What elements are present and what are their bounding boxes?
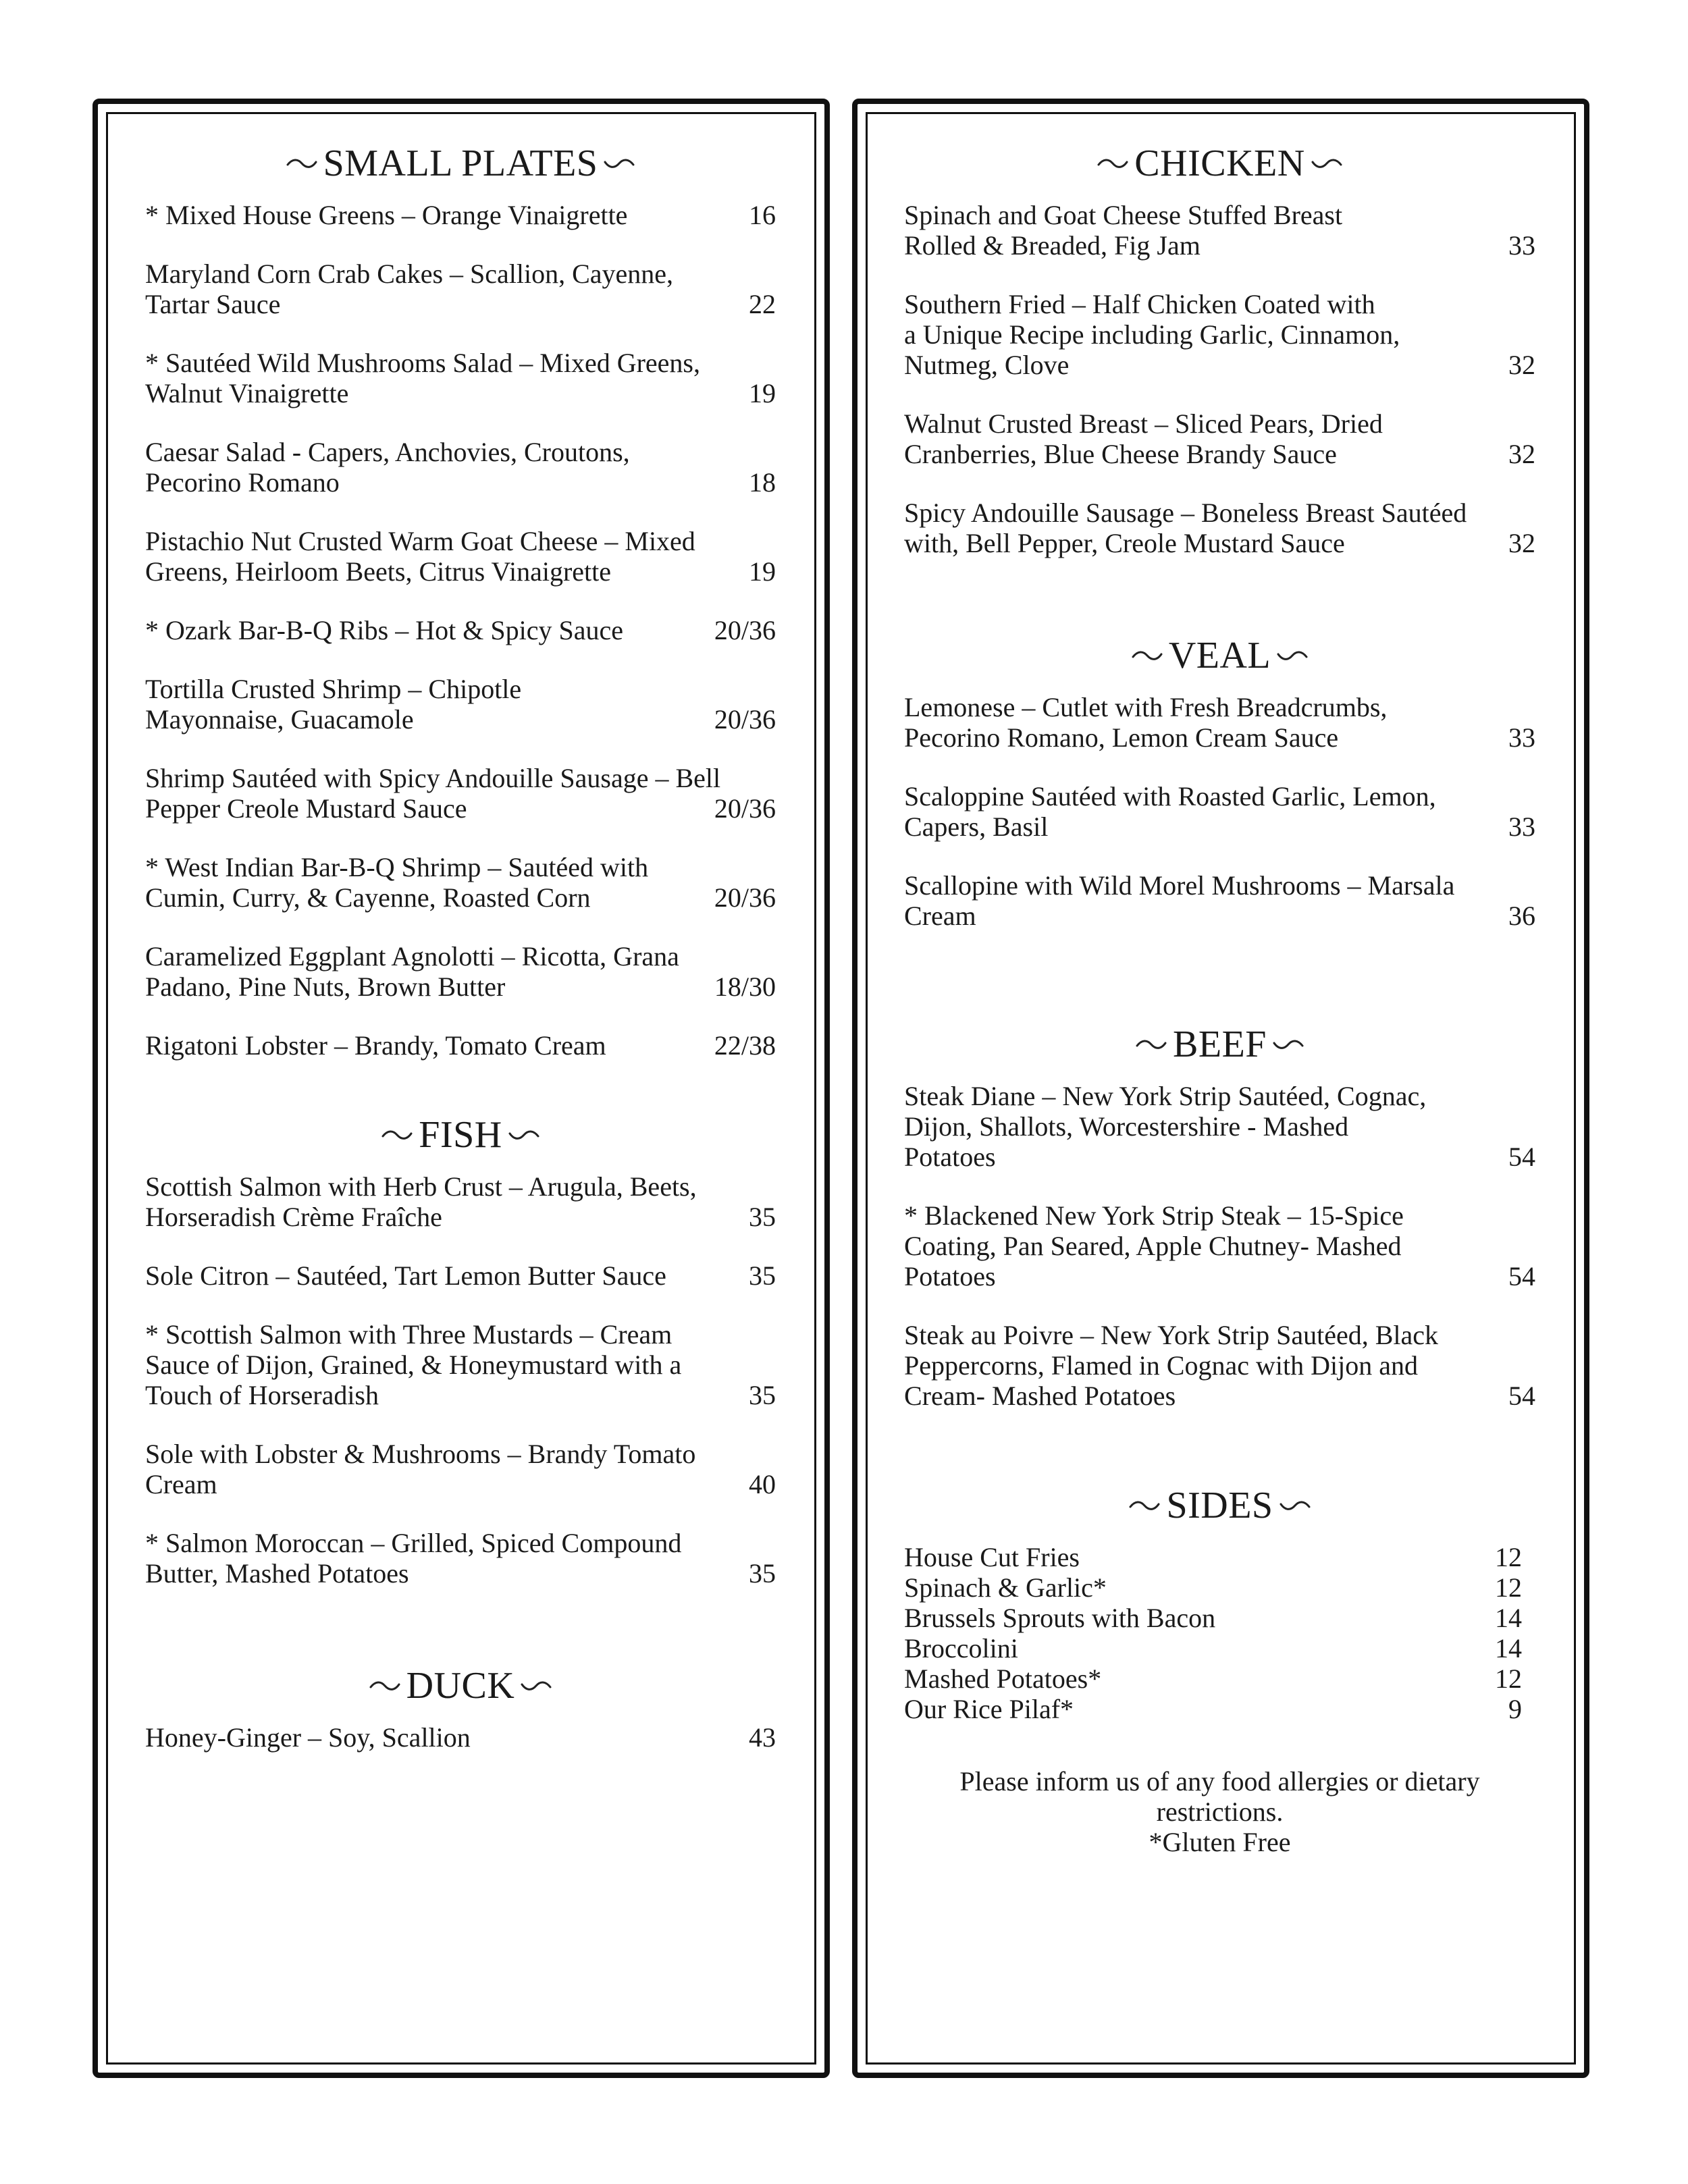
menu-item xyxy=(904,289,1535,380)
side-item-name: Spinach & Garlic* xyxy=(904,1572,1107,1603)
menu-section-small-plates xyxy=(145,144,776,1061)
menu-item-description: Horseradish Crème Fraîche xyxy=(145,1202,442,1232)
menu-item-description: * West Indian Bar-B-Q Shrimp – Sautéed with xyxy=(145,852,649,882)
menu-item-description: Rolled & Breaded, Fig Jam xyxy=(904,230,1201,261)
section-heading xyxy=(904,144,1535,182)
menu-item-description: * Salmon Moroccan – Grilled, Spiced Compound xyxy=(145,1528,682,1558)
swash-ornament-icon xyxy=(1276,648,1309,663)
swash-ornament-icon xyxy=(508,1127,540,1142)
menu-item-price: 36 xyxy=(1508,901,1535,931)
menu-item-description: Cumin, Curry, & Cayenne, Roasted Corn xyxy=(145,882,591,913)
menu-item xyxy=(145,615,776,645)
menu-item xyxy=(145,852,776,913)
menu-item-description: a Unique Recipe including Garlic, Cinnamon, xyxy=(904,319,1400,350)
menu-panel-right xyxy=(852,99,1589,2078)
menu-item-description: * Scottish Salmon with Three Mustards – Cream xyxy=(145,1319,672,1350)
menu-item-description: Cream xyxy=(145,1469,217,1499)
menu-item-description: Cream xyxy=(904,901,976,931)
menu-item xyxy=(145,1171,776,1232)
menu-item-price: 40 xyxy=(749,1469,776,1499)
menu-item-description: Scaloppine Sautéed with Roasted Garlic, Lemon, xyxy=(904,781,1436,811)
menu-item-description: * Sautéed Wild Mushrooms Salad – Mixed Greens, xyxy=(145,348,700,378)
menu-item-price: 20/36 xyxy=(714,882,776,913)
menu-item-price: 20/36 xyxy=(714,793,776,824)
section-title: BEEF xyxy=(1173,1023,1267,1065)
side-item xyxy=(904,1572,1535,1603)
menu-item-description: Pistachio Nut Crusted Warm Goat Cheese – Mixed xyxy=(145,526,695,556)
side-item xyxy=(904,1694,1535,1724)
menu-item xyxy=(145,526,776,587)
menu-item xyxy=(145,348,776,408)
menu-item-description: Touch of Horseradish xyxy=(145,1380,379,1410)
menu-item-price: 32 xyxy=(1508,528,1535,558)
menu-item-price: 19 xyxy=(749,556,776,587)
menu-item-description: Mayonnaise, Guacamole xyxy=(145,704,414,735)
section-title: DUCK xyxy=(406,1665,515,1707)
menu-item xyxy=(145,763,776,824)
menu-item-description: Spicy Andouille Sausage – Boneless Breast Sautéed xyxy=(904,498,1467,528)
menu-item-price: 32 xyxy=(1508,350,1535,380)
menu-item-description: Sole with Lobster & Mushrooms – Brandy Tomato xyxy=(145,1439,696,1469)
menu-item-description: * Mixed House Greens – Orange Vinaigrette xyxy=(145,200,628,230)
side-item-price: 12 xyxy=(1495,1542,1522,1572)
menu-section-chicken xyxy=(904,144,1535,558)
side-item-name: Our Rice Pilaf* xyxy=(904,1694,1074,1724)
menu-item-description: Peppercorns, Flamed in Cognac with Dijon and xyxy=(904,1350,1418,1381)
side-item-price: 14 xyxy=(1495,1603,1522,1633)
menu-section-beef xyxy=(904,1023,1535,1411)
section-title: SMALL PLATES xyxy=(323,142,598,184)
menu-item xyxy=(145,437,776,498)
section-heading xyxy=(904,1487,1535,1524)
menu-item-description: Shrimp Sautéed with Spicy Andouille Sausage – Bell xyxy=(145,763,721,793)
menu-item-description: Greens, Heirloom Beets, Citrus Vinaigrette xyxy=(145,556,612,587)
menu-item-price: 19 xyxy=(749,378,776,408)
side-item-price: 12 xyxy=(1495,1572,1522,1603)
menu-item-description: Padano, Pine Nuts, Brown Butter xyxy=(145,971,506,1002)
menu-item-description: Lemonese – Cutlet with Fresh Breadcrumbs, xyxy=(904,692,1388,722)
menu-item xyxy=(145,1439,776,1499)
menu-item-price: 16 xyxy=(749,200,776,230)
menu-item-description: * Blackened New York Strip Steak – 15-Spice xyxy=(904,1200,1404,1231)
menu-item xyxy=(145,941,776,1002)
menu-item-price: 22/38 xyxy=(714,1030,776,1061)
swash-ornament-icon xyxy=(381,1127,413,1142)
menu-section-veal xyxy=(904,637,1535,931)
menu-item-description: Nutmeg, Clove xyxy=(904,350,1070,380)
menu-item-description: Sauce of Dijon, Grained, & Honeymustard with a xyxy=(145,1350,682,1380)
swash-ornament-icon xyxy=(369,1678,401,1693)
menu-item-price: 54 xyxy=(1508,1261,1535,1291)
menu-item-price: 35 xyxy=(749,1260,776,1291)
menu-item-description: Potatoes xyxy=(904,1261,996,1291)
menu-item-description: Honey-Ginger – Soy, Scallion xyxy=(145,1722,471,1753)
menu-item-price: 32 xyxy=(1508,439,1535,469)
menu-item-description: Scallopine with Wild Morel Mushrooms – Marsala xyxy=(904,870,1455,901)
menu-item xyxy=(145,1319,776,1410)
menu-item-price: 54 xyxy=(1508,1381,1535,1411)
side-item-name: Brussels Sprouts with Bacon xyxy=(904,1603,1216,1633)
menu-item-description: Potatoes xyxy=(904,1142,996,1172)
menu-item-price: 33 xyxy=(1508,230,1535,261)
menu-item-price: 43 xyxy=(749,1722,776,1753)
section-title: SIDES xyxy=(1166,1485,1273,1526)
side-item-price: 9 xyxy=(1508,1694,1522,1724)
menu-section-duck xyxy=(145,1667,776,1753)
menu-item-price: 35 xyxy=(749,1558,776,1589)
menu-item-price: 18/30 xyxy=(714,971,776,1002)
menu-item-price: 33 xyxy=(1508,722,1535,753)
menu-item xyxy=(904,1081,1535,1172)
menu-item-price: 18 xyxy=(749,467,776,498)
allergy-note-line: Please inform us of any food allergies or dietary xyxy=(959,1766,1480,1796)
section-title: VEAL xyxy=(1168,635,1271,676)
menu-item-description: Walnut Vinaigrette xyxy=(145,378,349,408)
menu-item xyxy=(904,200,1535,261)
menu-item-description: Caramelized Eggplant Agnolotti – Ricotta, Grana xyxy=(145,941,679,971)
swash-ornament-icon xyxy=(1131,648,1163,663)
menu-section-sides xyxy=(904,1487,1535,1857)
menu-item-description: Capers, Basil xyxy=(904,811,1049,842)
side-item-price: 14 xyxy=(1495,1633,1522,1663)
menu-item-description: Tortilla Crusted Shrimp – Chipotle xyxy=(145,674,522,704)
menu-item-description: Dijon, Shallots, Worcestershire - Mashed xyxy=(904,1111,1349,1142)
menu-item-description: Maryland Corn Crab Cakes – Scallion, Cayenne, xyxy=(145,259,674,289)
menu-item-description: Caesar Salad - Capers, Anchovies, Croutons, xyxy=(145,437,630,467)
swash-ornament-icon xyxy=(286,156,318,171)
menu-item-description: Spinach and Goat Cheese Stuffed Breast xyxy=(904,200,1343,230)
side-item-name: Mashed Potatoes* xyxy=(904,1663,1102,1694)
menu-item-description: Butter, Mashed Potatoes xyxy=(145,1558,409,1589)
section-heading xyxy=(145,1667,776,1705)
side-item-name: Broccolini xyxy=(904,1633,1018,1663)
side-item xyxy=(904,1542,1535,1572)
sides-list xyxy=(904,1542,1535,1724)
menu-item xyxy=(145,1722,776,1753)
swash-ornament-icon xyxy=(1311,156,1343,171)
section-heading xyxy=(904,637,1535,674)
menu-item-description: with, Bell Pepper, Creole Mustard Sauce xyxy=(904,528,1345,558)
menu-item-price: 35 xyxy=(749,1380,776,1410)
menu-item xyxy=(904,1200,1535,1291)
menu-panel-left xyxy=(93,99,830,2078)
menu-item-description: Southern Fried – Half Chicken Coated with xyxy=(904,289,1375,319)
swash-ornament-icon xyxy=(1128,1498,1161,1513)
swash-ornament-icon xyxy=(603,156,635,171)
menu-column-right xyxy=(904,144,1535,1857)
menu-item xyxy=(145,259,776,319)
menu-item xyxy=(904,408,1535,469)
side-item-price: 12 xyxy=(1495,1663,1522,1694)
menu-item-description: Cream- Mashed Potatoes xyxy=(904,1381,1176,1411)
menu-item-description: Steak Diane – New York Strip Sautéed, Cognac, xyxy=(904,1081,1427,1111)
menu-section-fish xyxy=(145,1116,776,1589)
menu-item-price: 35 xyxy=(749,1202,776,1232)
menu-item xyxy=(145,200,776,230)
menu-item-description: Tartar Sauce xyxy=(145,289,281,319)
menu-item-price: 20/36 xyxy=(714,615,776,645)
menu-item-description: Rigatoni Lobster – Brandy, Tomato Cream xyxy=(145,1030,606,1061)
menu-item-description: Sole Citron – Sautéed, Tart Lemon Butter Sauce xyxy=(145,1260,666,1291)
menu-item xyxy=(904,692,1535,753)
swash-ornament-icon xyxy=(1097,156,1129,171)
side-item xyxy=(904,1603,1535,1633)
menu-item-description: Cranberries, Blue Cheese Brandy Sauce xyxy=(904,439,1337,469)
allergy-note xyxy=(904,1766,1535,1857)
menu-item-description: * Ozark Bar-B-Q Ribs – Hot & Spicy Sauce xyxy=(145,615,623,645)
menu-item-description: Pecorino Romano xyxy=(145,467,340,498)
menu-item xyxy=(904,1320,1535,1411)
menu-item-price: 22 xyxy=(749,289,776,319)
allergy-note-line: restrictions. xyxy=(1156,1796,1284,1827)
side-item xyxy=(904,1633,1535,1663)
swash-ornament-icon xyxy=(1279,1498,1311,1513)
side-item xyxy=(904,1663,1535,1694)
menu-item-price: 33 xyxy=(1508,811,1535,842)
menu-item xyxy=(145,674,776,735)
section-heading xyxy=(145,144,776,182)
menu-item-description: Steak au Poivre – New York Strip Sautéed, Black xyxy=(904,1320,1439,1350)
section-heading xyxy=(145,1116,776,1154)
menu-item-description: Coating, Pan Seared, Apple Chutney- Mashed xyxy=(904,1231,1402,1261)
swash-ornament-icon xyxy=(520,1678,552,1693)
menu-item xyxy=(145,1260,776,1291)
menu-item-description: Scottish Salmon with Herb Crust – Arugula, Beets, xyxy=(145,1171,697,1202)
menu-item xyxy=(145,1528,776,1589)
menu-item xyxy=(904,498,1535,558)
menu-item-price: 54 xyxy=(1508,1142,1535,1172)
menu-item-price: 20/36 xyxy=(714,704,776,735)
swash-ornament-icon xyxy=(1135,1037,1167,1052)
allergy-note-line: *Gluten Free xyxy=(1149,1827,1291,1857)
menu-item xyxy=(904,870,1535,931)
menu-item-description: Walnut Crusted Breast – Sliced Pears, Dried xyxy=(904,408,1383,439)
side-item-name: House Cut Fries xyxy=(904,1542,1080,1572)
menu-item xyxy=(145,1030,776,1061)
section-heading xyxy=(904,1023,1535,1065)
menu-item-description: Pepper Creole Mustard Sauce xyxy=(145,793,467,824)
section-title: FISH xyxy=(419,1114,502,1156)
swash-ornament-icon xyxy=(1272,1037,1304,1052)
menu-item-description: Pecorino Romano, Lemon Cream Sauce xyxy=(904,722,1339,753)
section-title: CHICKEN xyxy=(1134,142,1305,184)
menu-item xyxy=(904,781,1535,842)
menu-column-left xyxy=(145,144,776,1781)
